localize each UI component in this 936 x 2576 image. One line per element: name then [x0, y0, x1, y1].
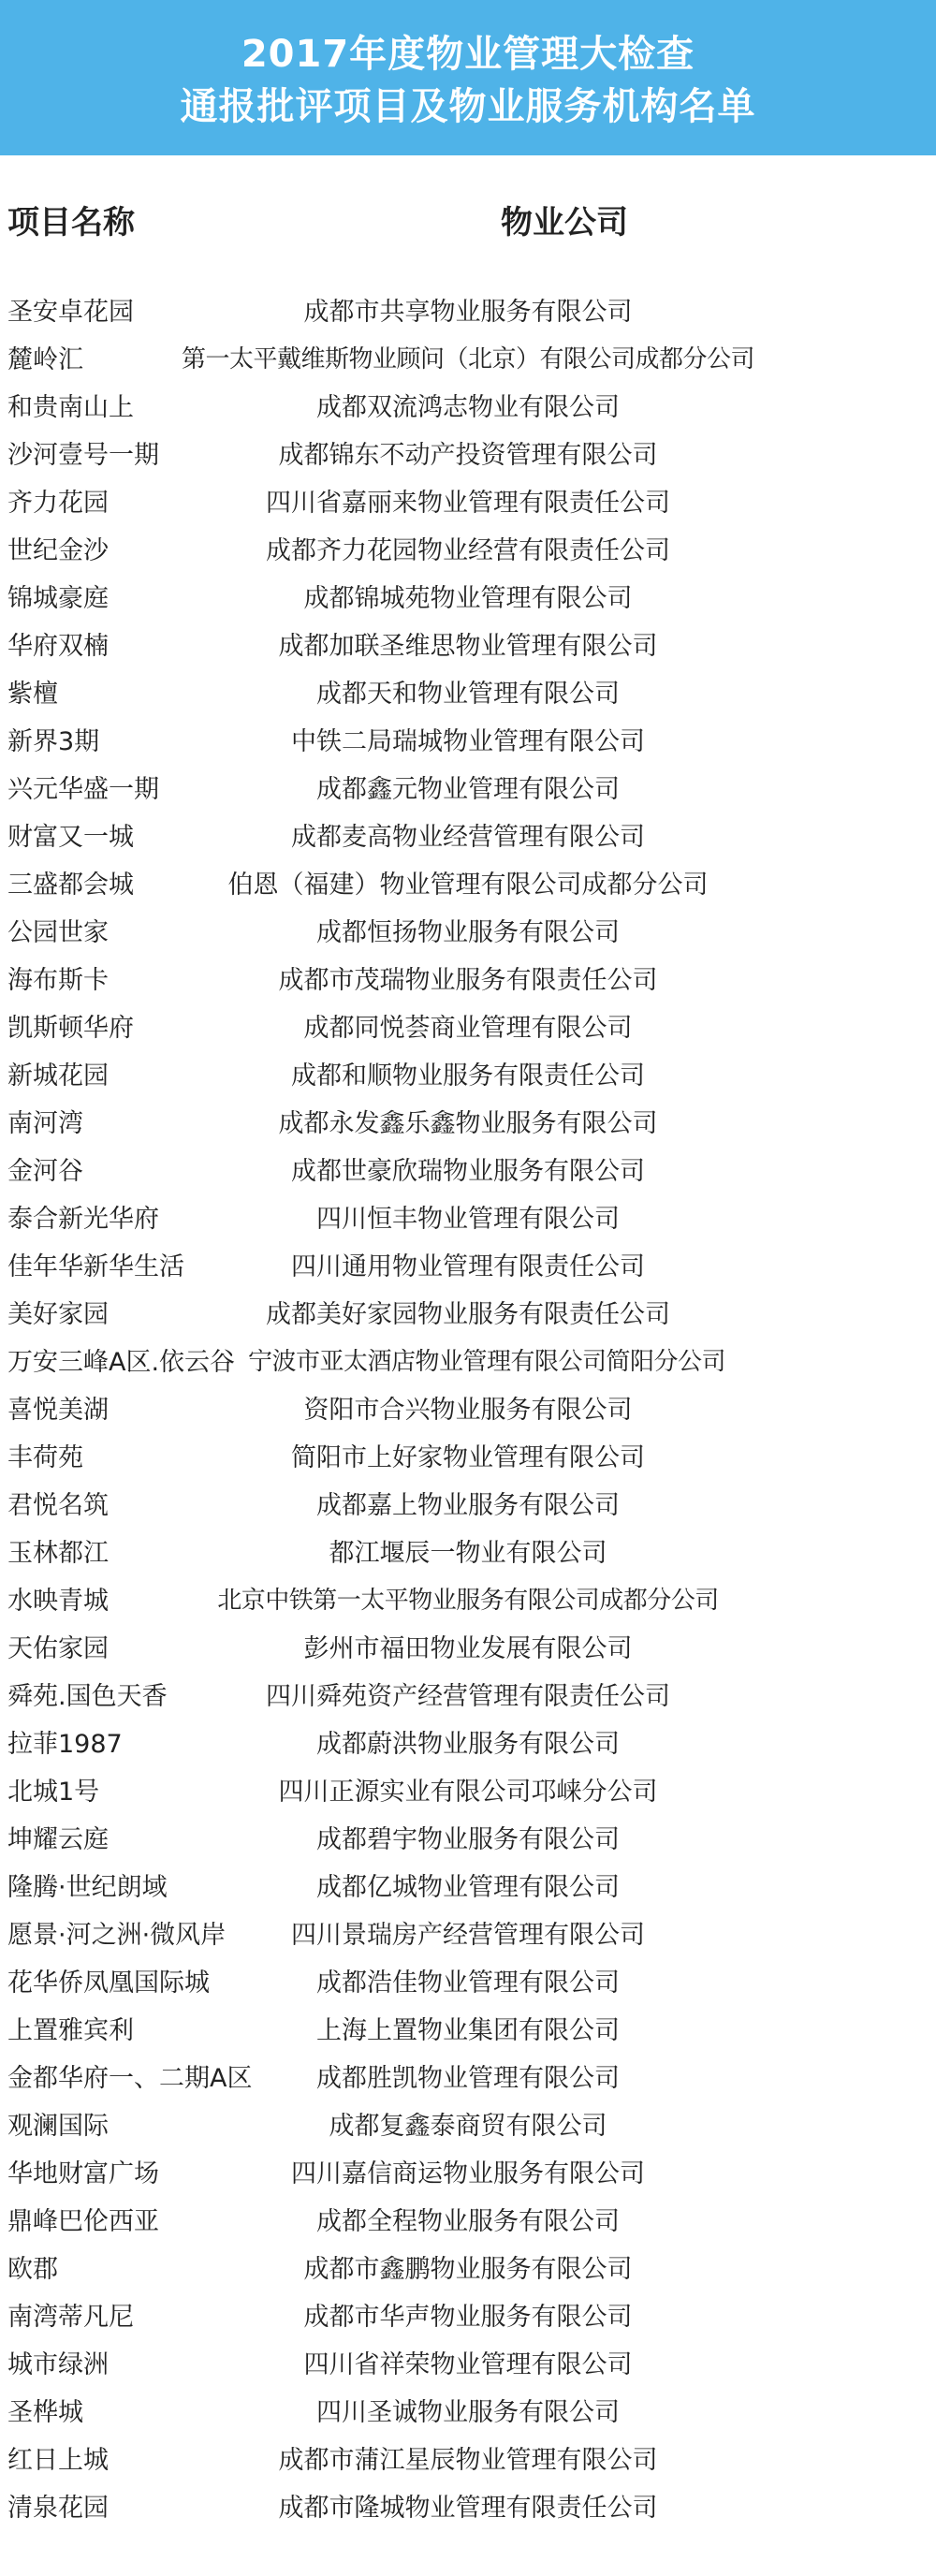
project-name: 南河湾 [7, 1109, 83, 1138]
project-name: 华府双楠 [7, 632, 109, 661]
project-name: 三盛都会城 [7, 871, 134, 900]
property-company: 成都碧宇物业服务有限公司 [316, 1825, 620, 1854]
property-company: 成都蔚洪物业服务有限公司 [316, 1730, 620, 1759]
property-company: 成都市茂瑞物业服务有限责任公司 [278, 966, 658, 995]
project-name: 锦城豪庭 [7, 584, 109, 613]
page-title-line-2: 通报批评项目及物业服务机构名单 [180, 85, 756, 128]
table-row [0, 909, 936, 957]
property-company: 成都鑫元物业管理有限公司 [316, 775, 620, 804]
table-row [0, 1004, 936, 1052]
table-row [0, 1530, 936, 1577]
property-company: 成都和顺物业服务有限责任公司 [291, 1061, 645, 1090]
property-company: 成都永发鑫乐鑫物业服务有限公司 [278, 1109, 658, 1138]
table-row [0, 1911, 936, 1959]
project-name: 坤耀云庭 [7, 1825, 109, 1854]
property-company: 简阳市上好家物业管理有限公司 [291, 1443, 645, 1472]
table-row [0, 1720, 936, 1768]
property-company: 成都齐力花园物业经营有限责任公司 [266, 536, 670, 565]
property-company: 成都加联圣维思物业管理有限公司 [278, 632, 658, 661]
property-company: 四川正源实业有限公司邛崃分公司 [278, 1778, 658, 1807]
table-row [0, 766, 936, 813]
table-row [0, 2102, 936, 2150]
property-company: 成都同悦荟商业管理有限公司 [303, 1014, 633, 1043]
project-name: 凯斯顿华府 [7, 1014, 134, 1043]
project-name: 海布斯卡 [7, 966, 109, 995]
table-row [0, 1482, 936, 1530]
table-row [0, 1577, 936, 1625]
table-row [0, 1100, 936, 1148]
project-name: 麓岭汇 [7, 345, 83, 374]
table-row [0, 575, 936, 622]
property-company: 宁波市亚太酒店物业管理有限公司简阳分公司 [248, 1348, 726, 1376]
project-name: 财富又一城 [7, 823, 134, 852]
property-company: 成都锦东不动产投资管理有限公司 [278, 441, 658, 470]
project-name: 公园世家 [7, 918, 109, 947]
table-row [0, 2198, 936, 2246]
property-company: 资阳市合兴物业服务有限公司 [303, 1396, 633, 1425]
listing-table [0, 288, 936, 2532]
property-company: 成都浩佳物业管理有限公司 [316, 1969, 620, 1998]
table-row [0, 1434, 936, 1482]
project-name: 佳年华新华生活 [7, 1252, 184, 1281]
table-row [0, 1291, 936, 1339]
property-company: 成都全程物业服务有限公司 [316, 2207, 620, 2236]
project-name: 玉林都江 [7, 1539, 109, 1568]
company-column-header: 物业公司 [501, 204, 628, 242]
property-company: 成都市鑫鹏物业服务有限公司 [303, 2255, 633, 2284]
table-row [0, 1864, 936, 1911]
page-title-line-1: 2017年度物业管理大检查 [241, 33, 695, 76]
project-name: 隆腾·世纪朗域 [7, 1873, 168, 1902]
project-name: 齐力花园 [7, 489, 109, 518]
project-name: 紫檀 [7, 680, 58, 709]
property-company: 成都市隆城物业管理有限责任公司 [278, 2494, 658, 2523]
table-row [0, 670, 936, 718]
property-company: 成都天和物业管理有限公司 [316, 680, 620, 709]
property-company: 第一太平戴维斯物业顾问（北京）有限公司成都分公司 [181, 345, 754, 373]
project-name: 愿景·河之洲·微风岸 [7, 1921, 227, 1950]
table-row [0, 2437, 936, 2484]
property-company: 成都市华声物业服务有限公司 [303, 2303, 633, 2332]
property-company: 成都世豪欣瑞物业服务有限公司 [291, 1157, 645, 1186]
table-row [0, 1243, 936, 1291]
property-company: 成都市共享物业服务有限公司 [303, 298, 633, 327]
project-name: 万安三峰A区.依云谷 [7, 1348, 236, 1377]
project-column-header: 项目名称 [7, 204, 135, 242]
table-row [0, 1195, 936, 1243]
project-name: 南湾蒂凡尼 [7, 2303, 134, 2332]
table-row [0, 2389, 936, 2437]
project-name: 君悦名筑 [7, 1491, 109, 1520]
table-row [0, 813, 936, 861]
property-company: 成都锦城苑物业管理有限公司 [303, 584, 633, 613]
table-row [0, 2246, 936, 2293]
table-row [0, 2341, 936, 2389]
property-company: 四川通用物业管理有限责任公司 [291, 1252, 645, 1281]
property-company: 四川圣诚物业服务有限公司 [316, 2398, 620, 2427]
project-name: 鼎峰巴伦西亚 [7, 2207, 159, 2236]
table-row [0, 1148, 936, 1195]
property-company: 四川恒丰物业管理有限公司 [316, 1205, 620, 1234]
table-row [0, 336, 936, 384]
table-row [0, 861, 936, 909]
table-row [0, 1768, 936, 1816]
project-name: 欧郡 [7, 2255, 58, 2284]
table-row [0, 2055, 936, 2102]
project-name: 丰荷苑 [7, 1443, 83, 1472]
table-row [0, 2150, 936, 2198]
property-company: 中铁二局瑞城物业管理有限公司 [291, 727, 645, 756]
project-name: 城市绿洲 [7, 2350, 109, 2379]
property-company: 成都双流鸿志物业有限公司 [316, 393, 620, 422]
table-row [0, 288, 936, 336]
project-name: 观澜国际 [7, 2112, 109, 2141]
table-row [0, 384, 936, 432]
table-row [0, 1816, 936, 1864]
property-company: 四川舜苑资产经营管理有限责任公司 [266, 1682, 670, 1711]
project-name: 兴元华盛一期 [7, 775, 159, 804]
project-name: 金河谷 [7, 1157, 83, 1186]
property-company: 北京中铁第一太平物业服务有限公司成都分公司 [217, 1587, 719, 1615]
property-company: 成都恒扬物业服务有限公司 [316, 918, 620, 947]
project-name: 喜悦美湖 [7, 1396, 109, 1425]
property-company: 成都美好家园物业服务有限责任公司 [266, 1300, 670, 1329]
project-name: 新城花园 [7, 1061, 109, 1090]
project-name: 水映青城 [7, 1587, 109, 1616]
table-row [0, 2007, 936, 2055]
table-row [0, 622, 936, 670]
property-company: 上海上置物业集团有限公司 [316, 2016, 620, 2045]
property-company: 成都亿城物业管理有限公司 [316, 1873, 620, 1902]
table-row [0, 718, 936, 766]
table-row [0, 2484, 936, 2532]
property-company: 都江堰辰一物业有限公司 [329, 1539, 607, 1568]
project-name: 红日上城 [7, 2446, 109, 2475]
project-name: 圣桦城 [7, 2398, 83, 2427]
property-company: 彭州市福田物业发展有限公司 [303, 1634, 633, 1663]
table-row [0, 1386, 936, 1434]
property-company: 四川省嘉丽来物业管理有限责任公司 [266, 489, 670, 518]
project-name: 上置雅宾利 [7, 2016, 134, 2045]
project-name: 世纪金沙 [7, 536, 109, 565]
project-name: 圣安卓花园 [7, 298, 134, 327]
project-name: 舜苑.国色天香 [7, 1682, 168, 1711]
table-row [0, 2293, 936, 2341]
project-name: 金都华府一、二期A区 [7, 2064, 253, 2093]
project-name: 北城1号 [7, 1778, 100, 1807]
property-company: 四川省祥荣物业管理有限公司 [303, 2350, 633, 2379]
project-name: 泰合新光华府 [7, 1205, 159, 1234]
property-company: 伯恩（福建）物业管理有限公司成都分公司 [227, 871, 709, 900]
project-name: 华地财富广场 [7, 2159, 159, 2188]
property-company: 成都嘉上物业服务有限公司 [316, 1491, 620, 1520]
project-name: 沙河壹号一期 [7, 441, 159, 470]
project-name: 天佑家园 [7, 1634, 109, 1663]
property-company: 成都胜凯物业管理有限公司 [316, 2064, 620, 2093]
table-row [0, 957, 936, 1004]
page-header [0, 0, 936, 155]
property-company: 四川嘉信商运物业服务有限公司 [291, 2159, 645, 2188]
table-row [0, 1959, 936, 2007]
project-name: 新界3期 [7, 727, 100, 756]
project-name: 花华侨凤凰国际城 [7, 1969, 210, 1998]
table-row [0, 1339, 936, 1386]
project-name: 美好家园 [7, 1300, 109, 1329]
table-row [0, 432, 936, 479]
property-company: 成都麦高物业经营管理有限公司 [291, 823, 645, 852]
table-row [0, 1673, 936, 1720]
table-row [0, 527, 936, 575]
table-row [0, 479, 936, 527]
column-headers [0, 197, 936, 243]
property-company: 四川景瑞房产经营管理有限公司 [291, 1921, 645, 1950]
project-name: 清泉花园 [7, 2494, 109, 2523]
table-row [0, 1625, 936, 1673]
table-row [0, 1052, 936, 1100]
project-name: 拉菲1987 [7, 1730, 123, 1759]
property-company: 成都市蒲江星辰物业管理有限公司 [278, 2446, 658, 2475]
property-company: 成都复鑫泰商贸有限公司 [329, 2112, 607, 2141]
project-name: 和贵南山上 [7, 393, 134, 422]
